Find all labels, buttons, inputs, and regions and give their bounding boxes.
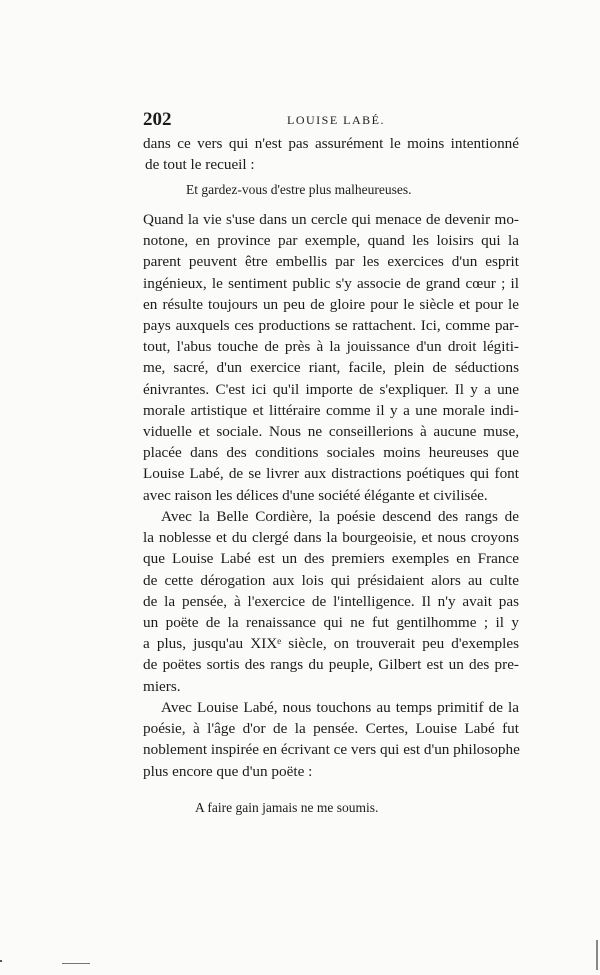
text-line: que Louise Labé est un des premiers exemples en France xyxy=(143,550,519,568)
text-line: miers. xyxy=(143,677,181,695)
text-line: dans ce vers qui n'est pas assurément le moins intentionné xyxy=(143,135,519,152)
text-line: en résulte toujours un peu de gloire pour le siècle et pour le xyxy=(143,295,519,313)
text-line: noblement inspirée en écrivant ce vers qui est d'un philosophe xyxy=(143,741,520,759)
text-line: morale artistique et littéraire comme il y a une morale indi- xyxy=(143,401,519,419)
text-line: pays auxquels ces productions se rattachent. Ici, comme par- xyxy=(143,317,519,335)
text-line: Avec Louise Labé, nous touchons au temps primitif de la xyxy=(161,699,519,716)
text-line: de tout le recueil : xyxy=(145,156,255,174)
text-line: a plus, jusqu'au XIXᵉ siècle, on trouverait peu d'exemples xyxy=(143,635,519,653)
text-line: un poëte de la renaissance qui ne fut gentilhomme ; il y xyxy=(143,614,519,632)
text-line: Avec la Belle Cordière, la poésie descend des rangs de xyxy=(161,508,519,525)
text-line: placée dans des conditions sociales moins heureuses que xyxy=(143,444,519,462)
text-line: parent peuvent être embellis par les exercices d'un esprit xyxy=(143,253,519,271)
text-line: ingénieux, le sentiment public s'y associe de grand cœur ; il xyxy=(143,274,519,292)
page-header xyxy=(143,109,519,131)
scan-artifact xyxy=(0,960,2,962)
text-line: de cette dérogation aux lois qui présidaient alors au culte xyxy=(143,571,519,589)
text-line: Louise Labé, de se livrer aux distractions poétiques qui font xyxy=(143,465,519,483)
scan-artifact xyxy=(596,940,598,970)
paragraph xyxy=(143,506,519,697)
intro-text xyxy=(143,133,519,175)
text-line: notone, en province par exemple, quand les loisirs qui la xyxy=(143,232,519,250)
text-line: de la pensée, à l'exercice de l'intelligence. Il n'y avait pas xyxy=(143,592,519,610)
text-line: poésie, à l'âge d'or de la pensée. Certes, Louise Labé fut xyxy=(143,720,519,738)
text-line: de poëtes sortis des rangs du peuple, Gilbert est un des pre- xyxy=(143,656,519,674)
text-line: tout, l'abus touche de près à la jouissance d'un droit légiti- xyxy=(143,338,519,356)
text-line: énivrantes. C'est ici qu'il importe de s'expliquer. Il y a une xyxy=(143,380,519,398)
text-line: plus encore que d'un poëte : xyxy=(143,762,313,780)
verse-quote: A faire gain jamais ne me soumis. xyxy=(195,800,379,815)
text-line: la noblesse et du clergé dans la bourgeoisie, et nous croyons xyxy=(143,529,519,547)
paragraph xyxy=(143,697,519,782)
text-line: viduelle et sociale. Nous ne conseillerions à aucune muse, xyxy=(143,423,519,441)
text-line: Quand la vie s'use dans un cercle qui menace de devenir mo- xyxy=(143,211,519,228)
verse-quote: Et gardez-vous d'estre plus malheureuses. xyxy=(186,182,412,197)
page-number: 202 xyxy=(143,109,172,130)
scan-artifact xyxy=(62,963,90,964)
text-line: avec raison les délices d'une société élégante et civilisée. xyxy=(143,486,488,504)
running-title: LOUISE LABÉ. xyxy=(287,113,385,127)
text-line: me, sacré, d'un exercice riant, facile, plein de séductions xyxy=(143,359,519,377)
paragraph xyxy=(143,209,519,506)
